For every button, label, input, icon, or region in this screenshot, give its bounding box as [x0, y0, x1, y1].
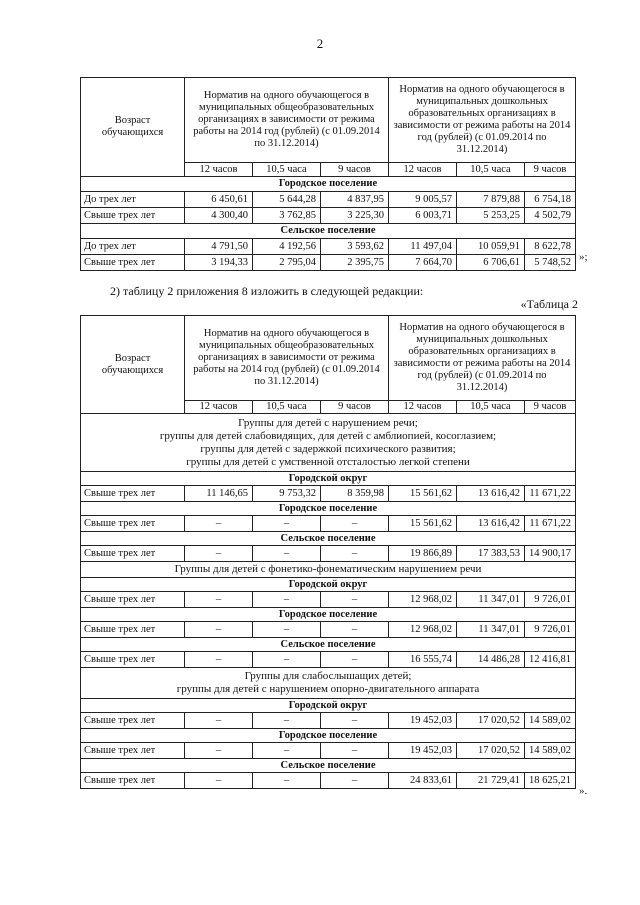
value-cell: 17 020,52 [457, 713, 525, 729]
value-cell: 9 726,01 [525, 622, 576, 638]
table-1 [80, 77, 576, 271]
table-row [81, 208, 576, 224]
value-cell: – [321, 773, 389, 789]
hours-cell: 9 часов [321, 163, 389, 177]
value-cell: – [185, 773, 253, 789]
table-row [81, 592, 576, 608]
value-cell: 6 003,71 [389, 208, 457, 224]
age-cell: Свыше трех лет [81, 652, 185, 668]
table-row [81, 622, 576, 638]
group-title-line: Группы для слабослышащих детей; [244, 670, 412, 682]
value-cell: 4 791,50 [185, 239, 253, 255]
value-cell: 21 729,41 [457, 773, 525, 789]
value-cell: 3 225,30 [321, 208, 389, 224]
section-header: Городское поселение [81, 177, 576, 192]
section-header: Городской округ [81, 699, 576, 713]
table-row [81, 192, 576, 208]
value-cell: 4 300,40 [185, 208, 253, 224]
hours-cell: 12 часов [389, 163, 457, 177]
hours-cell: 12 часов [389, 401, 457, 414]
hours-cell: 9 часов [321, 401, 389, 414]
value-cell: 12 416,81 [525, 652, 576, 668]
amendment-paragraph: 2) таблицу 2 приложения 8 изложить в следующей редакции: [110, 284, 424, 298]
header-general: Норматив на одного обучающегося в муниципальных общеобразовательных организациях в зависимости от режима работы на 2014 год (рублей) (с 01.09.2014 по 31.12.2014) [185, 78, 389, 163]
table-row [81, 743, 576, 759]
section-header: Сельское поселение [81, 638, 576, 652]
hours-cell: 10,5 часа [457, 401, 525, 414]
value-cell: – [321, 516, 389, 532]
table-row [81, 486, 576, 502]
section-header: Сельское поселение [81, 224, 576, 239]
value-cell: 10 059,91 [457, 239, 525, 255]
age-cell: Свыше трех лет [81, 208, 185, 224]
value-cell: 6 754,18 [525, 192, 576, 208]
value-cell: – [321, 622, 389, 638]
value-cell: 4 502,79 [525, 208, 576, 224]
value-cell: 19 452,03 [389, 743, 457, 759]
value-cell: 9 005,57 [389, 192, 457, 208]
group-title-line: группы для детей с умственной отсталостью легкой степени [186, 455, 470, 468]
section-header: Городской округ [81, 472, 576, 486]
age-cell: Свыше трех лет [81, 546, 185, 562]
hours-cell: 10,5 часа [253, 163, 321, 177]
group-title-line: группы для детей слабовидящих, для детей с амблиопией, косоглазием; [159, 429, 497, 442]
value-cell: 8 622,78 [525, 239, 576, 255]
value-cell: 13 616,42 [457, 486, 525, 502]
section-header: Сельское поселение [81, 759, 576, 773]
value-cell: 11 146,65 [185, 486, 253, 502]
value-cell: 17 383,53 [457, 546, 525, 562]
value-cell: – [253, 773, 321, 789]
value-cell: – [185, 516, 253, 532]
age-cell: До трех лет [81, 239, 185, 255]
value-cell: 17 020,52 [457, 743, 525, 759]
value-cell: 5 748,52 [525, 255, 576, 271]
value-cell: 14 900,17 [525, 546, 576, 562]
value-cell: 2 795,04 [253, 255, 321, 271]
value-cell: – [321, 652, 389, 668]
value-cell: – [185, 652, 253, 668]
hours-cell: 12 часов [185, 163, 253, 177]
value-cell: 12 968,02 [389, 622, 457, 638]
header-age: Возраст обучающихся [81, 78, 185, 177]
value-cell: 6 450,61 [185, 192, 253, 208]
table-row [81, 255, 576, 271]
table-row [81, 239, 576, 255]
value-cell: 14 589,02 [525, 743, 576, 759]
table-row [81, 516, 576, 532]
value-cell: 15 561,62 [389, 486, 457, 502]
table-row [81, 546, 576, 562]
value-cell: 3 194,33 [185, 255, 253, 271]
group-title [81, 668, 576, 699]
value-cell: – [253, 652, 321, 668]
section-header: Городское поселение [81, 729, 576, 743]
table-1-closing-quote: »; [579, 251, 588, 263]
group-title-line: Группы для детей с нарушением речи; [238, 416, 418, 429]
hours-cell: 10,5 часа [457, 163, 525, 177]
table-row [81, 652, 576, 668]
value-cell: – [253, 516, 321, 532]
group-title: Группы для детей с фонетико-фонематическим нарушением речи [81, 562, 576, 578]
value-cell: 14 486,28 [457, 652, 525, 668]
value-cell: 13 616,42 [457, 516, 525, 532]
hours-cell: 9 часов [525, 401, 576, 414]
value-cell: 11 497,04 [389, 239, 457, 255]
value-cell: – [185, 546, 253, 562]
hours-cell: 12 часов [185, 401, 253, 414]
age-cell: До трех лет [81, 192, 185, 208]
header-age: Возраст обучающихся [81, 316, 185, 414]
value-cell: 5 253,25 [457, 208, 525, 224]
value-cell: – [253, 743, 321, 759]
table-row [81, 773, 576, 789]
value-cell: 19 866,89 [389, 546, 457, 562]
group-title-line: группы для детей с задержкой психического развития; [200, 442, 456, 455]
table-2 [80, 315, 576, 789]
value-cell: – [185, 743, 253, 759]
value-cell: – [321, 546, 389, 562]
value-cell: 19 452,03 [389, 713, 457, 729]
value-cell: 16 555,74 [389, 652, 457, 668]
group-title [81, 414, 576, 472]
age-cell: Свыше трех лет [81, 592, 185, 608]
value-cell: 3 593,62 [321, 239, 389, 255]
value-cell: 11 347,01 [457, 592, 525, 608]
age-cell: Свыше трех лет [81, 486, 185, 502]
value-cell: 7 664,70 [389, 255, 457, 271]
value-cell: – [253, 592, 321, 608]
value-cell: 11 671,22 [525, 516, 576, 532]
value-cell: 9 726,01 [525, 592, 576, 608]
value-cell: 5 644,28 [253, 192, 321, 208]
page-number: 2 [316, 36, 324, 51]
age-cell: Свыше трех лет [81, 743, 185, 759]
section-header: Городское поселение [81, 608, 576, 622]
section-header: Городское поселение [81, 502, 576, 516]
value-cell: – [253, 622, 321, 638]
value-cell: – [253, 546, 321, 562]
section-header: Городской округ [81, 578, 576, 592]
value-cell: 2 395,75 [321, 255, 389, 271]
value-cell: 18 625,21 [525, 773, 576, 789]
value-cell: 24 833,61 [389, 773, 457, 789]
hours-cell: 10,5 часа [253, 401, 321, 414]
header-preschool: Норматив на одного обучающегося в муниципальных дошкольных образовательных организациях в зависимости от режима работы на 2014 год (рублей) (с 01.09.2014 по 31.12.2014) [389, 316, 576, 401]
table-row [81, 713, 576, 729]
header-preschool: Норматив на одного обучающегося в муниципальных дошкольных образовательных организациях в зависимости от режима работы на 2014 год (рублей) (с 01.09.2014 по 31.12.2014) [389, 78, 576, 163]
value-cell: 12 968,02 [389, 592, 457, 608]
value-cell: – [321, 592, 389, 608]
value-cell: – [321, 743, 389, 759]
age-cell: Свыше трех лет [81, 713, 185, 729]
value-cell: 15 561,62 [389, 516, 457, 532]
value-cell: 3 762,85 [253, 208, 321, 224]
hours-cell: 9 часов [525, 163, 576, 177]
header-general: Норматив на одного обучающегося в муниципальных общеобразовательных организациях в зависимости от режима работы на 2014 год (рублей) (с 01.09.2014 по 31.12.2014) [185, 316, 389, 401]
value-cell: 8 359,98 [321, 486, 389, 502]
table-2-closing-quote: ». [579, 785, 588, 797]
age-cell: Свыше трех лет [81, 622, 185, 638]
value-cell: – [185, 622, 253, 638]
value-cell: 11 671,22 [525, 486, 576, 502]
age-cell: Свыше трех лет [81, 516, 185, 532]
value-cell: 6 706,61 [457, 255, 525, 271]
value-cell: 9 753,32 [253, 486, 321, 502]
value-cell: 7 879,88 [457, 192, 525, 208]
table-2-caption: «Таблица 2 [520, 297, 578, 311]
value-cell: 11 347,01 [457, 622, 525, 638]
value-cell: – [185, 713, 253, 729]
value-cell: 4 192,56 [253, 239, 321, 255]
value-cell: – [253, 713, 321, 729]
age-cell: Свыше трех лет [81, 773, 185, 789]
value-cell: 4 837,95 [321, 192, 389, 208]
value-cell: 14 589,02 [525, 713, 576, 729]
section-header: Сельское поселение [81, 532, 576, 546]
value-cell: – [321, 713, 389, 729]
value-cell: – [185, 592, 253, 608]
group-title-line: группы для детей с нарушением опорно-двигательного аппарата [176, 683, 480, 695]
age-cell: Свыше трех лет [81, 255, 185, 271]
